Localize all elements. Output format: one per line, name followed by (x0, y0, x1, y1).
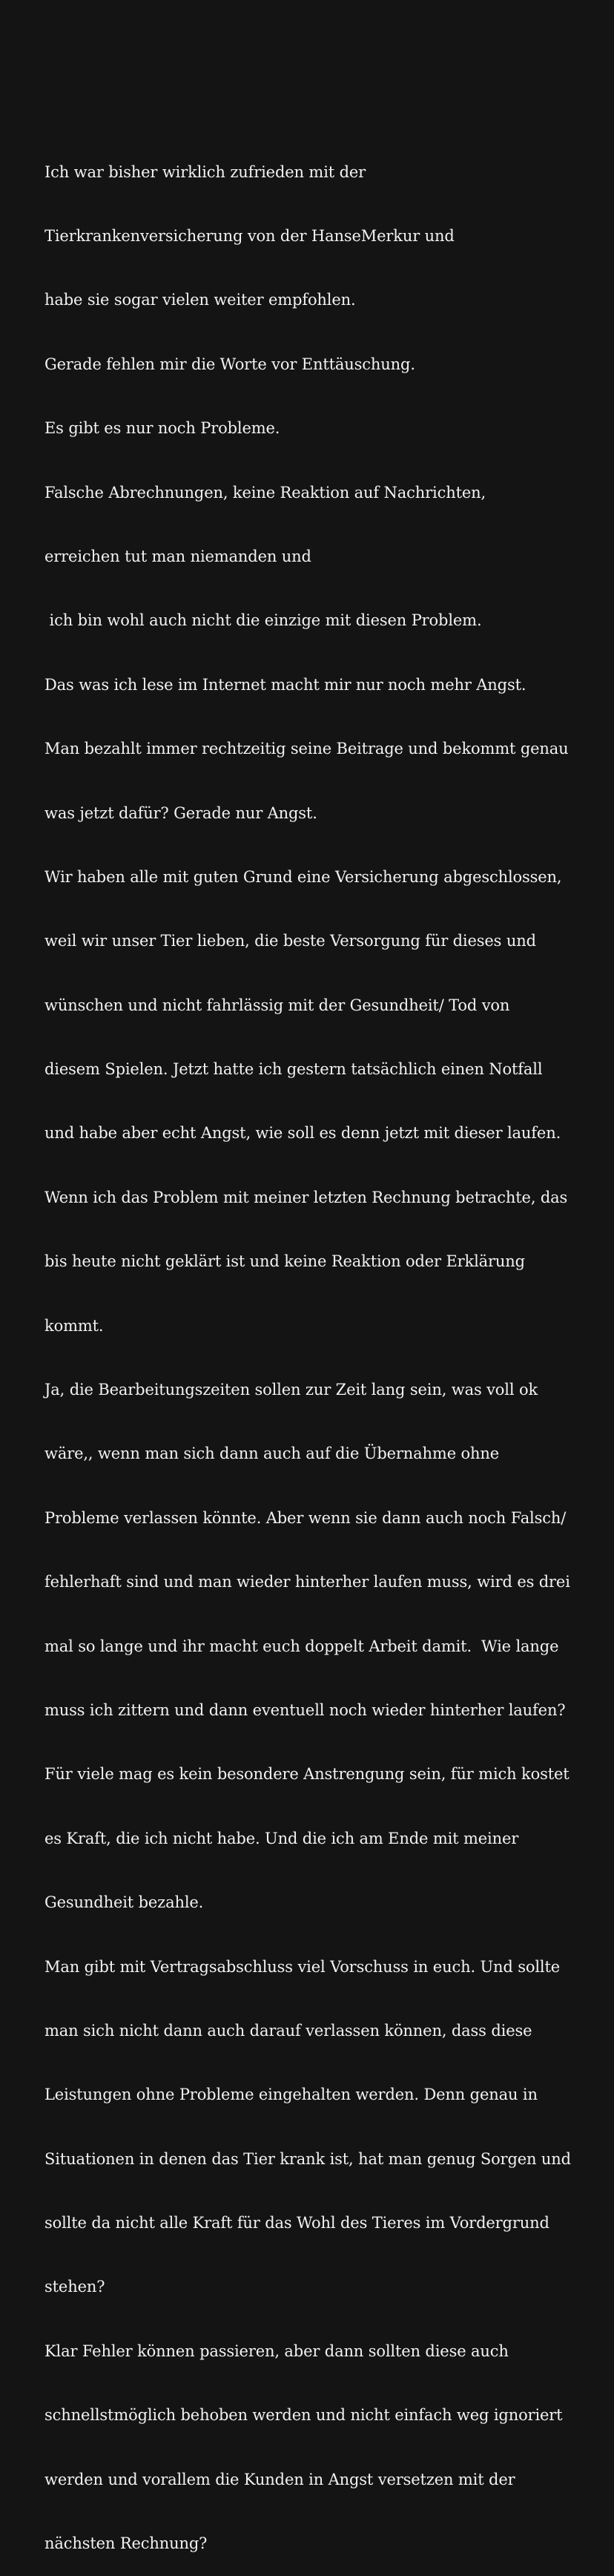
story-line: diesem Spielen. Jetzt hatte ich gestern tatsächlich einen Notfall (44, 1060, 543, 1079)
story-line: erreichen tut man niemanden und (44, 547, 311, 565)
story-line: bis heute nicht geklärt ist und keine Reaktion oder Erklärung (44, 1252, 525, 1271)
story-line: Ich war bisher wirklich zufrieden mit der (44, 162, 366, 181)
story-line: Leistungen ohne Probleme eingehalten werden. Denn genau in (44, 2086, 538, 2104)
story-line: wünschen und nicht fahrlässig mit der Gesundheit/ Tod von (44, 996, 510, 1014)
story-line: Man gibt mit Vertragsabschluss viel Vorschuss in euch. Und sollte (44, 1957, 561, 1976)
story-line: werden und vorallem die Kunden in Angst versetzen mit der (44, 2470, 515, 2488)
story-line: nächsten Rechnung? (44, 2534, 208, 2553)
story-line: Probleme verlassen könnte. Aber wenn sie dann auch noch Falsch/ (44, 1508, 567, 1527)
story-line: es Kraft, die ich nicht habe. Und die ich am Ende mit meiner (44, 1829, 519, 1847)
story-line: wäre,, wenn man sich dann auch auf die Übernahme ohne (44, 1445, 500, 1463)
story-line: weil wir unser Tier lieben, die beste Versorgung für dieses und (44, 932, 536, 950)
story-line: Ja, die Bearbeitungszeiten sollen zur Zeit lang sein, was voll ok (44, 1381, 538, 1399)
story-line: man sich nicht dann auch darauf verlassen können, dass diese (44, 2021, 532, 2040)
story-line: sollte da nicht alle Kraft für das Wohl des Tieres im Vordergrund (44, 2214, 549, 2232)
story-line: Klar Fehler können passieren, aber dann sollten diese auch (44, 2342, 509, 2360)
story-line: ich bin wohl auch nicht die einzige mit diesen Problem. (44, 611, 482, 630)
story-line: Das was ich lese im Internet macht mir nur noch mehr Angst. (44, 675, 526, 694)
story-line: Wir haben alle mit guten Grund eine Versicherung abgeschlossen, (44, 867, 562, 886)
story-line: fehlerhaft sind und man wieder hinterher laufen muss, wird es drei (44, 1573, 570, 1591)
story-line: muss ich zittern und dann eventuell noch wieder hinterher laufen? (44, 1701, 566, 1719)
story-line: habe sie sogar vielen weiter empfohlen. (44, 291, 356, 309)
story-line: und habe aber echt Angst, wie soll es denn jetzt mit dieser laufen. (44, 1124, 561, 1143)
story-line: schnellstmöglich behoben werden und nicht einfach weg ignoriert (44, 2406, 563, 2425)
story-line: Wenn ich das Problem mit meiner letzten Rechnung betrachte, das (44, 1188, 568, 1206)
story-line: stehen? (44, 2278, 105, 2296)
story-text-block (44, 119, 578, 2576)
story-line: was jetzt dafür? Gerade nur Angst. (44, 804, 317, 822)
story-line: Gesundheit bezahle. (44, 1893, 204, 1912)
story-line: Falsche Abrechnungen, keine Reaktion auf Nachrichten, (44, 483, 486, 502)
story-line: Gerade fehlen mir die Worte vor Enttäuschung. (44, 355, 415, 373)
story-line: Es gibt es nur noch Probleme. (44, 419, 280, 438)
story-line: mal so lange und ihr macht euch doppelt Arbeit damit. Wie lange (44, 1637, 559, 1655)
story-line: kommt. (44, 1316, 104, 1335)
story-line: Situationen in denen das Tier krank ist, hat man genug Sorgen und (44, 2149, 571, 2168)
story-line: Tierkrankenversicherung von der HanseMerkur und (44, 226, 455, 245)
story-line: Für viele mag es kein besondere Anstrengung sein, für mich kostet (44, 1765, 570, 1784)
story-line: Man bezahlt immer rechtzeitig seine Beitrage und bekommt genau (44, 740, 569, 758)
